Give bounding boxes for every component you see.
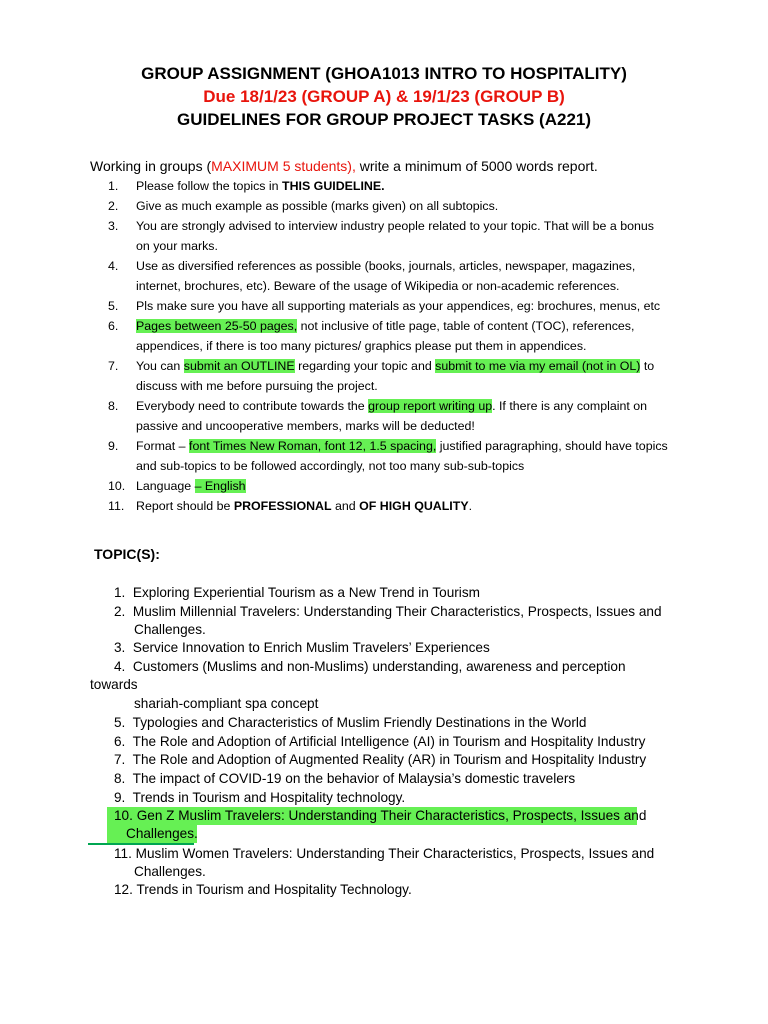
topic-number: 8. — [114, 771, 126, 786]
guideline-text-part: Language — [136, 479, 195, 493]
topic-text: Trends in Tourism and Hospitality technology. — [132, 790, 406, 805]
guideline-item — [108, 316, 668, 356]
guideline-number: 9. — [108, 439, 119, 453]
topic-item — [114, 714, 586, 733]
topic-item — [114, 845, 654, 864]
guideline-bold-text: PROFESSIONAL — [233, 499, 332, 513]
topic-item — [114, 770, 575, 789]
topic-text: The Role and Adoption of Augmented Reality (AR) in Tourism and Hospitality Industry — [132, 752, 647, 767]
guideline-text-part: Please follow the topics in — [136, 179, 283, 193]
topic-number: 2. — [114, 604, 126, 619]
topic-text: Service Innovation to Enrich Muslim Travelers’ Experiences — [132, 640, 490, 655]
guideline-text — [136, 436, 668, 476]
topic-text: The impact of COVID-19 on the behavior of Malaysia’s domestic travelers — [132, 771, 576, 786]
topic-item — [114, 733, 645, 752]
topic-item — [114, 584, 480, 603]
guidelines-title: GUIDELINES FOR GROUP PROJECT TASKS (A221) — [176, 110, 592, 129]
topic-text: Exploring Experiential Tourism as a New Trend in Tourism — [132, 585, 480, 600]
guideline-number: 7. — [108, 359, 119, 373]
guideline-number: 4. — [108, 259, 119, 273]
topic-text: Typologies and Characteristics of Muslim Friendly Destinations in the World — [132, 715, 587, 730]
guideline-text-part: justified paragraphing, should have topics and sub-topics to be followed accordingly, not too many sub-sub-topics — [136, 439, 668, 473]
guideline-item — [108, 396, 668, 436]
guideline-text: You are strongly advised to interview industry people related to your topic. That will be a bonus on your marks. — [136, 219, 654, 253]
guideline-bold-text: THIS GUIDELINE. — [282, 179, 385, 193]
topic-item — [114, 789, 405, 808]
topic-number: 12. — [114, 882, 133, 897]
topic-text: The Role and Adoption of Artificial Intelligence (AI) in Tourism and Hospitality Industry — [132, 734, 646, 749]
guideline-item — [108, 436, 668, 476]
guideline-item — [108, 296, 668, 316]
guideline-text: Give as much example as possible (marks given) on all subtopics. — [136, 199, 499, 213]
guideline-bold-text: OF HIGH QUALITY — [359, 499, 469, 513]
topic-number: 10. — [114, 808, 133, 823]
topic-number: 3. — [114, 640, 126, 655]
intro-paragraph — [90, 156, 598, 176]
guideline-text — [136, 396, 668, 436]
guideline-text-part: not inclusive of title page, table of content (TOC), references, appendices, if there is too many pictures/ graphics please put them in appendices. — [136, 319, 635, 353]
guideline-number: 5. — [108, 299, 119, 313]
topic-number: 11. — [114, 846, 132, 861]
guideline-text-part: to discuss with me before pursuing the project. — [136, 359, 655, 393]
topic-number: 9. — [114, 790, 126, 805]
guideline-list — [108, 176, 668, 516]
highlighted-text: group report writing up — [368, 399, 493, 413]
guideline-number: 11. — [108, 499, 125, 513]
guideline-text-part: Report should be — [136, 499, 234, 513]
guideline-text-part: You can — [136, 359, 184, 373]
guideline-number: 1. — [108, 179, 119, 193]
guideline-item — [108, 256, 668, 296]
guideline-item — [108, 356, 668, 396]
guideline-item — [108, 196, 668, 216]
topic-item — [114, 658, 626, 677]
topic-text: Customers (Muslims and non-Muslims) understanding, awareness and perception — [132, 659, 626, 674]
guideline-text-part: . — [468, 499, 473, 513]
topic-number: 6. — [114, 734, 126, 749]
topic-item — [114, 639, 490, 658]
guideline-item — [108, 476, 668, 496]
highlighted-text: submit an OUTLINE — [183, 359, 295, 373]
topic-text: Muslim Women Travelers: Understanding Their Characteristics, Prospects, Issues and — [135, 846, 655, 861]
guideline-text — [136, 496, 668, 516]
guideline-number: 6. — [108, 319, 119, 333]
topic-item — [114, 881, 412, 900]
intro-text-start: Working in groups ( — [90, 158, 212, 174]
topics-heading: TOPIC(S): — [94, 546, 160, 562]
document-header — [0, 62, 768, 131]
topic-text: Trends in Tourism and Hospitality Technology. — [136, 882, 412, 897]
topic-number: 7. — [114, 752, 126, 767]
guideline-number: 2. — [108, 199, 119, 213]
intro-text-end: write a minimum of 5000 words report. — [355, 158, 598, 174]
topic-item-highlighted — [114, 807, 646, 826]
guideline-item — [108, 496, 668, 516]
topic-text: Gen Z Muslim Travelers: Understanding Their Characteristics, Prospects, Issues and — [136, 808, 647, 823]
guideline-text: Use as diversified references as possible (books, journals, articles, newspaper, magazines, internet, brochures, etc). Beware of the usage of Wikipedia or non-academic references. — [136, 259, 636, 293]
topic-number: 1. — [114, 585, 126, 600]
guideline-item — [108, 176, 668, 196]
guideline-text-part: Everybody need to contribute towards the — [136, 399, 369, 413]
highlighted-text: font Times New Roman, font 12, 1.5 spacing, — [189, 439, 437, 453]
guideline-text — [136, 476, 668, 496]
guideline-text — [136, 176, 668, 196]
topic-continuation: Challenges. — [134, 864, 206, 879]
topic-continuation: towards — [90, 677, 138, 692]
intro-max-students: MAXIMUM 5 students), — [211, 158, 356, 174]
highlighted-text: Pages between 25-50 pages, — [136, 319, 298, 333]
guideline-item — [108, 216, 668, 256]
topic-number: 5. — [114, 715, 126, 730]
topic-item — [114, 603, 662, 622]
highlighted-text: submit to me via my email (not in OL) — [435, 359, 641, 373]
guideline-text — [136, 316, 668, 356]
topic-continuation: shariah-compliant spa concept — [134, 696, 319, 711]
assignment-title: GROUP ASSIGNMENT (GHOA1013 INTRO TO HOSPITALITY) — [141, 64, 627, 83]
topic-continuation: Challenges. — [126, 826, 198, 841]
guideline-number: 10. — [108, 479, 126, 493]
guideline-text-part: Format – — [136, 439, 190, 453]
due-date-line: Due 18/1/23 (GROUP A) & 19/1/23 (GROUP B) — [203, 87, 565, 106]
topic-item — [114, 751, 646, 770]
guideline-text: Pls make sure you have all supporting materials as your appendices, eg: brochures, menus, etc — [136, 299, 661, 313]
guideline-text-part: regarding your topic and — [294, 359, 436, 373]
guideline-text-part: . If there is any complaint on passive and uncooperative members, marks will be deducted! — [136, 399, 648, 433]
highlighted-text: – English — [194, 479, 246, 493]
guideline-text-part: and — [331, 499, 360, 513]
guideline-text — [136, 356, 668, 396]
guideline-number: 3. — [108, 219, 119, 233]
guideline-number: 8. — [108, 399, 119, 413]
topic-continuation: Challenges. — [134, 622, 206, 637]
topic-text: Muslim Millennial Travelers: Understanding Their Characteristics, Prospects, Issues and — [132, 604, 662, 619]
topic-number: 4. — [114, 659, 126, 674]
